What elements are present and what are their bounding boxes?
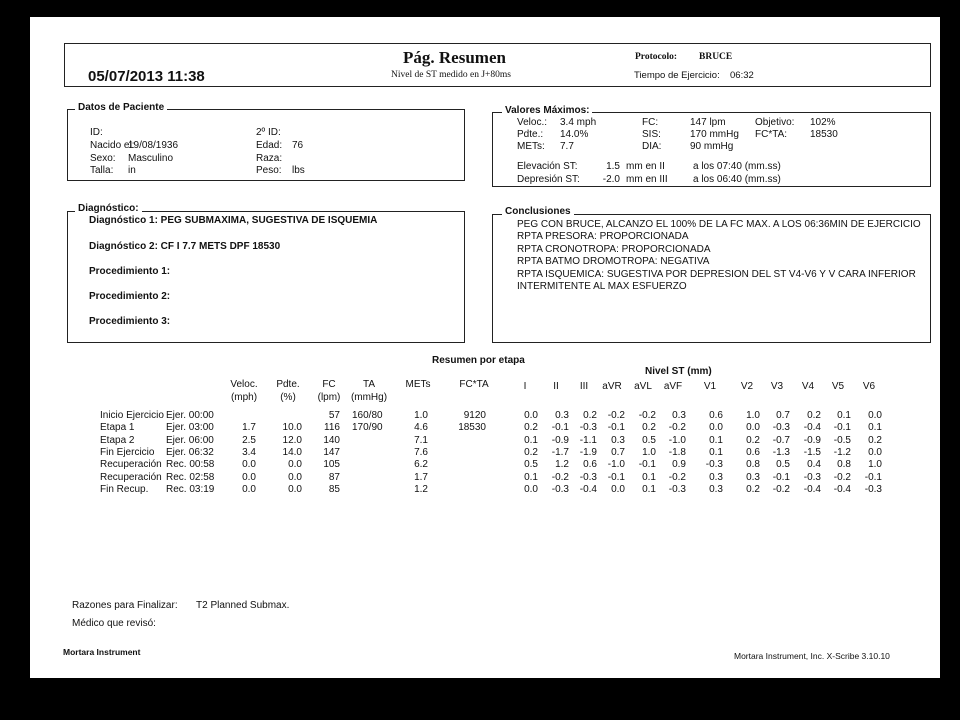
cell-st-avr: 0.3 [611, 434, 625, 446]
cell-st-v3: -0.2 [772, 483, 790, 495]
lead-header-v6: V6 [862, 381, 876, 392]
report-datetime: 05/07/2013 11:38 [88, 68, 205, 85]
cell-mets: 6.2 [414, 459, 428, 471]
cell-fc: 87 [328, 471, 340, 483]
cell-st-v1: 0.3 [709, 483, 723, 495]
cell-st-avf: -0.2 [668, 471, 686, 483]
exercise-time-value: 06:32 [730, 70, 754, 81]
cell-st-avr: -0.1 [607, 422, 625, 434]
cell-ta: 170/90 [352, 422, 383, 434]
finish-reason-value: T2 Planned Submax. [196, 600, 290, 611]
diagnosis-1: Diagnóstico 1: PEG SUBMAXIMA, SUGESTIVA DE ISQUEMIA [89, 215, 378, 226]
st-elevation-unit: mm en II [626, 161, 665, 172]
protocol-label: Protocolo: [635, 52, 678, 62]
cell-st-ii: -0.2 [551, 471, 569, 483]
patient-height-value: in [128, 165, 136, 176]
col-ta-unit: (mmHg) [350, 392, 388, 403]
cell-mets: 7.1 [414, 434, 428, 446]
lead-header-avl: aVL [634, 381, 652, 392]
max-mets-value: 7.7 [560, 141, 574, 152]
cell-st-iii: -0.3 [579, 422, 597, 434]
cell-veloc: 1.7 [242, 422, 256, 434]
cell-name: Fin Recup. [100, 483, 149, 495]
cell-st-avl: 1.0 [642, 446, 656, 458]
cell-st-iii: -0.4 [579, 483, 597, 495]
col-veloc-unit: (mph) [230, 392, 258, 403]
cell-st-avl: -0.2 [638, 410, 656, 421]
patient-sex-label: Sexo: [90, 153, 116, 164]
cell-phase: Ejer. 06:32 [166, 446, 214, 458]
cell-st-v6: -0.1 [864, 471, 882, 483]
report-page [30, 17, 940, 678]
patient-weight-value: lbs [292, 165, 305, 176]
max-fc-label: FC: [642, 117, 659, 128]
cell-st-ii: -0.9 [551, 434, 569, 446]
cell-st-v6: 0.0 [868, 446, 882, 458]
cell-st-v1: 0.1 [709, 446, 723, 458]
cell-mets: 7.6 [414, 446, 428, 458]
cell-st-v1: 0.6 [709, 410, 723, 421]
col-ta-header: TA [362, 379, 376, 390]
cell-pdte: 0.0 [288, 459, 302, 471]
max-veloc-value: 3.4 mph [560, 117, 597, 128]
col-fc-header: FC [322, 379, 336, 390]
cell-st-v2: 0.8 [746, 459, 760, 471]
st-depression-value: -2.0 [602, 174, 620, 185]
cell-st-i: 0.1 [524, 471, 538, 483]
max-mets-label: METs: [517, 141, 545, 152]
col-pdte-unit: (%) [280, 392, 296, 403]
exercise-time-label: Tiempo de Ejercicio: [634, 70, 720, 81]
cell-st-avf: 0.9 [672, 459, 686, 471]
cell-st-v5: -0.4 [833, 483, 851, 495]
cell-fc: 116 [324, 422, 340, 434]
cell-st-avr: -0.1 [607, 471, 625, 483]
cell-pdte: 10.0 [282, 422, 302, 434]
cell-phase: Ejer. 00:00 [166, 410, 214, 421]
cell-fc: 140 [323, 434, 340, 446]
cell-st-v2: 0.2 [746, 483, 760, 495]
cell-st-v2: 0.2 [746, 434, 760, 446]
cell-st-ii: 0.3 [555, 410, 569, 421]
cell-phase: Rec. 00:58 [166, 459, 215, 471]
lead-header-v2: V2 [740, 381, 754, 392]
conclusion-line: RPTA CRONOTROPA: PROPORCIONADA [517, 243, 711, 255]
patient-section-title: Datos de Paciente [75, 102, 167, 113]
cell-st-v3: -0.7 [772, 434, 790, 446]
lead-header-v3: V3 [770, 381, 784, 392]
cell-st-v4: 0.2 [807, 410, 821, 421]
patient-age-value: 76 [292, 140, 304, 151]
cell-name: Recuperación [100, 471, 162, 483]
cell-st-i: 0.0 [524, 410, 538, 421]
lead-header-avr: aVR [602, 381, 622, 392]
conclusion-line: PEG CON BRUCE, ALCANZO EL 100% DE LA FC MAX. A LOS 06:36MIN DE EJERCICIO [517, 219, 921, 230]
cell-mets: 1.7 [414, 471, 428, 483]
cell-phase: Ejer. 03:00 [166, 422, 214, 434]
cell-phase: Ejer. 06:00 [166, 434, 214, 446]
max-dia-value: 90 mmHg [690, 141, 734, 152]
cell-st-avl: 0.5 [642, 434, 656, 446]
cell-st-v5: -0.1 [833, 422, 851, 434]
cell-st-v4: -0.4 [803, 483, 821, 495]
procedure-1: Procedimiento 1: [89, 266, 171, 277]
col-pdte-header: Pdte. [276, 379, 300, 390]
lead-header-v4: V4 [801, 381, 815, 392]
cell-st-v4: -1.5 [803, 446, 821, 458]
cell-pdte: 0.0 [288, 483, 302, 495]
cell-fc: 105 [323, 459, 340, 471]
st-elevation-value: 1.5 [606, 161, 620, 172]
cell-veloc: 3.4 [242, 446, 256, 458]
cell-name: Etapa 1 [100, 422, 135, 434]
conclusions-text [517, 219, 922, 297]
st-depression-label: Depresión ST: [517, 174, 580, 185]
cell-st-v4: 0.4 [807, 459, 821, 471]
procedure-3: Procedimiento 3: [89, 316, 171, 327]
st-elevation-time: a los 07:40 (mm.ss) [693, 161, 781, 172]
patient-weight-label: Peso: [256, 165, 282, 176]
cell-st-i: 0.5 [524, 459, 538, 471]
max-pdte-value: 14.0% [560, 129, 589, 140]
cell-st-v6: 0.1 [868, 422, 882, 434]
cell-st-iii: 0.6 [583, 459, 597, 471]
cell-st-avf: -1.8 [668, 446, 686, 458]
cell-st-iii: -1.1 [579, 434, 597, 446]
cell-st-v5: -0.5 [833, 434, 851, 446]
st-elevation-label: Elevación ST: [517, 161, 578, 172]
cell-veloc: 0.0 [242, 483, 256, 495]
cell-fc: 85 [328, 483, 340, 495]
cell-fc: 57 [328, 410, 340, 421]
cell-st-i: 0.2 [524, 446, 538, 458]
cell-st-ii: -0.3 [551, 483, 569, 495]
cell-mets: 1.2 [414, 483, 428, 495]
cell-pdte: 14.0 [282, 446, 302, 458]
cell-st-ii: -0.1 [551, 422, 569, 434]
lead-header-ii: II [553, 381, 559, 392]
cell-st-v3: -1.3 [772, 446, 790, 458]
cell-st-avl: 0.1 [642, 483, 656, 495]
st-depression-unit: mm en III [626, 174, 668, 185]
cell-st-avl: 0.2 [642, 422, 656, 434]
cell-st-i: 0.2 [524, 422, 538, 434]
cell-st-v4: -0.3 [803, 471, 821, 483]
cell-mets: 1.0 [414, 410, 428, 421]
cell-pdte: 12.0 [282, 434, 302, 446]
brand-left: Mortara Instrument [63, 647, 141, 657]
cell-st-v2: 0.6 [746, 446, 760, 458]
diagnosis-title: Diagnóstico: [75, 203, 142, 214]
cell-st-v1: 0.0 [709, 422, 723, 434]
cell-st-avr: 0.7 [611, 446, 625, 458]
cell-st-iii: 0.2 [583, 410, 597, 421]
max-sis-label: SIS: [642, 129, 661, 140]
max-dia-label: DIA: [642, 141, 662, 152]
col-fc-unit: (lpm) [317, 392, 341, 403]
cell-st-v6: 1.0 [868, 459, 882, 471]
cell-fcta: 18530 [458, 422, 486, 434]
cell-st-v1: 0.1 [709, 434, 723, 446]
patient-sex-value: Masculino [128, 153, 174, 164]
cell-st-v2: 0.0 [746, 422, 760, 434]
col-mets-header: METs [405, 379, 431, 390]
patient-id-label: ID: [90, 127, 103, 138]
max-fcta-label: FC*TA: [755, 129, 788, 140]
cell-veloc: 2.5 [242, 434, 256, 446]
cell-st-i: 0.0 [524, 483, 538, 495]
cell-st-v3: 0.5 [776, 459, 790, 471]
cell-mets: 4.6 [414, 422, 428, 434]
diagnosis-2: Diagnóstico 2: CF I 7.7 METS DPF 18530 [89, 241, 281, 252]
lead-header-i: I [523, 381, 527, 392]
cell-st-v1: -0.3 [705, 459, 723, 471]
conclusion-line: INTERMITENTE AL MAX ESFUERZO [517, 281, 687, 292]
lead-header-v5: V5 [831, 381, 845, 392]
cell-st-v2: 0.3 [746, 471, 760, 483]
cell-st-v5: -0.2 [833, 471, 851, 483]
stage-summary-title: Resumen por etapa [432, 355, 525, 366]
max-values-title: Valores Máximos: [502, 105, 592, 116]
patient-dob-value: 19/08/1936 [128, 140, 179, 151]
cell-st-iii: -0.3 [579, 471, 597, 483]
procedure-2: Procedimiento 2: [89, 291, 171, 302]
cell-st-ii: -1.7 [551, 446, 569, 458]
conclusions-title: Conclusiones [502, 206, 574, 217]
cell-st-v5: -1.2 [833, 446, 851, 458]
lead-header-avf: aVF [663, 381, 683, 392]
cell-st-avl: 0.1 [642, 471, 656, 483]
cell-st-avr: -0.2 [607, 410, 625, 421]
cell-pdte: 0.0 [288, 471, 302, 483]
cell-st-v4: -0.4 [803, 422, 821, 434]
report-subtitle: Nivel de ST medido en J+80ms [391, 70, 511, 80]
cell-st-avr: -1.0 [607, 459, 625, 471]
cell-st-i: 0.1 [524, 434, 538, 446]
patient-id2-label: 2º ID: [256, 127, 281, 138]
cell-name: Fin Ejercicio [100, 446, 155, 458]
cell-st-avr: 0.0 [611, 483, 625, 495]
cell-st-avf: -1.0 [668, 434, 686, 446]
patient-dob-label: Nacido el: [90, 140, 135, 151]
cell-st-v2: 1.0 [746, 410, 760, 421]
cell-st-avf: 0.3 [672, 410, 686, 421]
cell-st-v4: -0.9 [803, 434, 821, 446]
cell-veloc: 0.0 [242, 459, 256, 471]
cell-name: Inicio Ejercicio [100, 410, 164, 421]
patient-race-label: Raza: [256, 153, 283, 164]
cell-veloc: 0.0 [242, 471, 256, 483]
cell-st-avf: -0.3 [668, 483, 686, 495]
protocol-value: BRUCE [699, 52, 733, 62]
cell-name: Recuperación [100, 459, 162, 471]
col-veloc-header: Veloc. [230, 379, 258, 390]
cell-st-v6: 0.0 [868, 410, 882, 421]
st-depression-time: a los 06:40 (mm.ss) [693, 174, 781, 185]
lead-header-v1: V1 [703, 381, 717, 392]
cell-st-v3: 0.7 [776, 410, 790, 421]
conclusion-line: RPTA ISQUEMICA: SUGESTIVA POR DEPRESION DEL ST V4-V6 Y V CARA INFERIOR [517, 268, 916, 280]
conclusion-line: RPTA PRESORA: PROPORCIONADA [517, 231, 689, 243]
cell-ta: 160/80 [352, 410, 383, 421]
st-level-header: Nivel ST (mm) [645, 366, 712, 377]
cell-st-v3: -0.1 [772, 471, 790, 483]
cell-st-v3: -0.3 [772, 422, 790, 434]
max-pdte-label: Pdte.: [517, 129, 544, 140]
col-fcta-header: FC*TA [459, 379, 489, 390]
finish-reason-label: Razones para Finalizar: [72, 600, 178, 611]
cell-fc: 147 [323, 446, 340, 458]
cell-st-v1: 0.3 [709, 471, 723, 483]
reviewing-doctor-label: Médico que revisó: [72, 618, 156, 629]
cell-name: Etapa 2 [100, 434, 135, 446]
max-objetivo-value: 102% [810, 117, 836, 128]
brand-right: Mortara Instrument, Inc. X-Scribe 3.10.10 [734, 651, 890, 661]
patient-height-label: Talla: [90, 165, 114, 176]
max-sis-value: 170 mmHg [690, 129, 739, 140]
cell-phase: Rec. 03:19 [166, 483, 215, 495]
cell-st-iii: -1.9 [579, 446, 597, 458]
report-title: Pág. Resumen [403, 48, 506, 67]
max-objetivo-label: Objetivo: [755, 117, 795, 128]
cell-st-v5: 0.1 [837, 410, 851, 421]
cell-phase: Rec. 02:58 [166, 471, 215, 483]
cell-st-ii: 1.2 [555, 459, 569, 471]
cell-st-v5: 0.8 [837, 459, 851, 471]
max-veloc-label: Veloc.: [517, 117, 548, 128]
max-fc-value: 147 lpm [690, 117, 726, 128]
cell-st-v6: -0.3 [864, 483, 882, 495]
lead-header-iii: III [579, 381, 589, 392]
cell-st-avf: -0.2 [668, 422, 686, 434]
cell-st-v6: 0.2 [868, 434, 882, 446]
cell-fcta: 9120 [463, 410, 486, 421]
cell-st-avl: -0.1 [638, 459, 656, 471]
max-fcta-value: 18530 [810, 129, 838, 140]
patient-age-label: Edad: [256, 140, 283, 151]
conclusion-line: RPTA BATMO DROMOTROPA: NEGATIVA [517, 256, 710, 268]
